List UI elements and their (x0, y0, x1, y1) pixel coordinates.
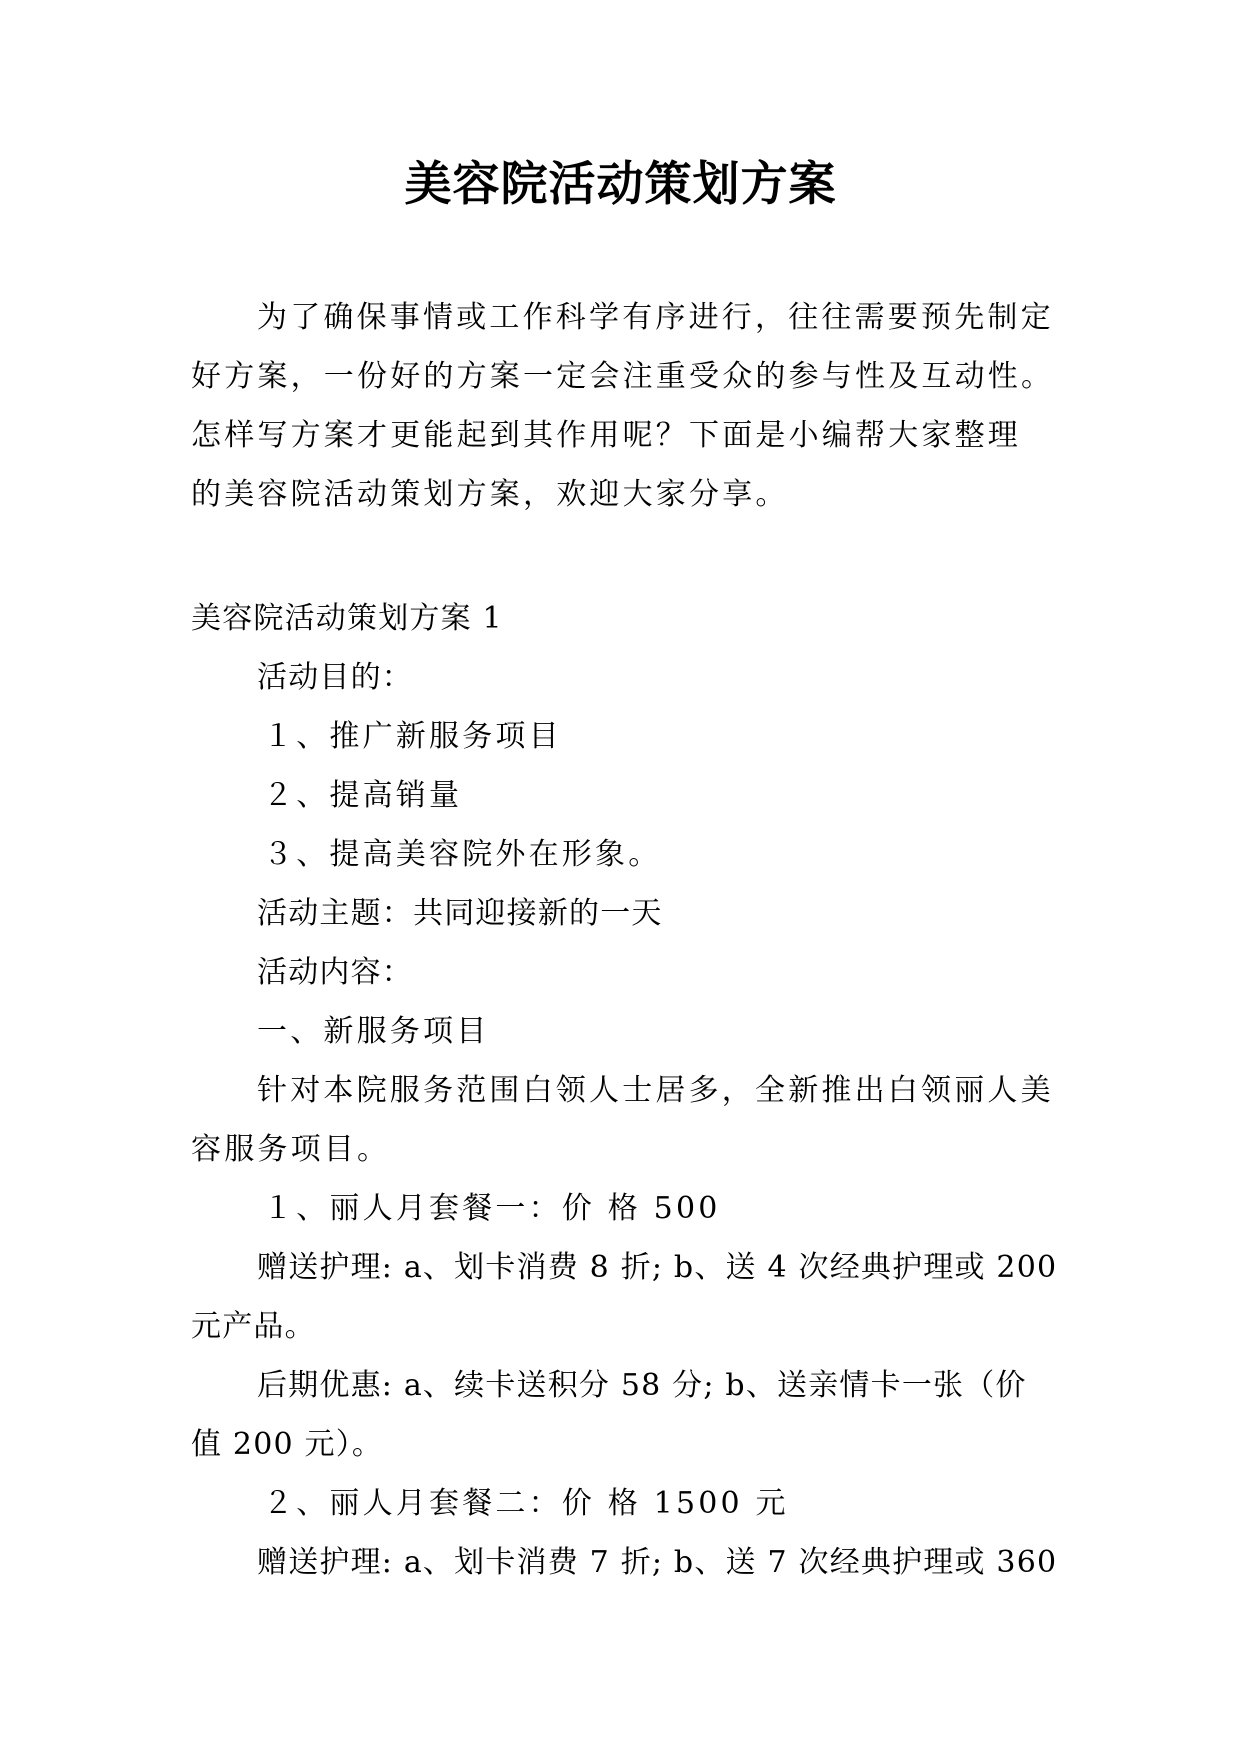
package-name: ２、丽人月套餐二：价 格 1500 元 (263, 1486, 789, 1521)
package-gift-line: 赠送护理: a、划卡消费 7 折; b、送 7 次经典护理或 360 (257, 1545, 1058, 1580)
package-gift-line: 赠送护理: a、划卡消费 8 折; b、送 4 次经典护理或 200 (257, 1250, 1058, 1285)
purpose-item: ３、提高美容院外在形象。 (263, 837, 662, 872)
purpose-heading: 活动目的： (257, 660, 413, 695)
section-heading: 美容院活动策划方案 1 (191, 601, 503, 636)
document-body (191, 288, 1071, 1592)
intro-line: 为了确保事情或工作科学有序进行，往往需要预先制定 (257, 300, 1054, 335)
intro-line: 怎样写方案才更能起到其作用呢？下面是小编帮大家整理 (191, 418, 1021, 453)
activity-theme: 活动主题：共同迎接新的一天 (257, 896, 663, 931)
purpose-item: １、推广新服务项目 (263, 719, 562, 754)
package-gift-line: 元产品。 (191, 1309, 316, 1344)
content-heading: 活动内容： (257, 955, 413, 990)
package-later-line: 后期优惠: a、续卡送积分 58 分; b、送亲情卡一张（价 (257, 1368, 1027, 1403)
purpose-item: ２、提高销量 (263, 778, 463, 813)
package-later-line: 值 200 元）。 (191, 1427, 384, 1462)
item-desc-line: 针对本院服务范围白领人士居多，全新推出白领丽人美 (257, 1073, 1054, 1108)
intro-line: 的美容院活动策划方案，欢迎大家分享。 (191, 477, 789, 512)
item-desc-line: 容服务项目。 (191, 1132, 391, 1167)
package-name: １、丽人月套餐一：价 格 500 (263, 1191, 721, 1226)
document-title: 美容院活动策划方案 (404, 157, 837, 212)
item-heading: 一、新服务项目 (257, 1014, 490, 1049)
intro-line: 好方案，一份好的方案一定会注重受众的参与性及互动性。 (191, 359, 1055, 394)
